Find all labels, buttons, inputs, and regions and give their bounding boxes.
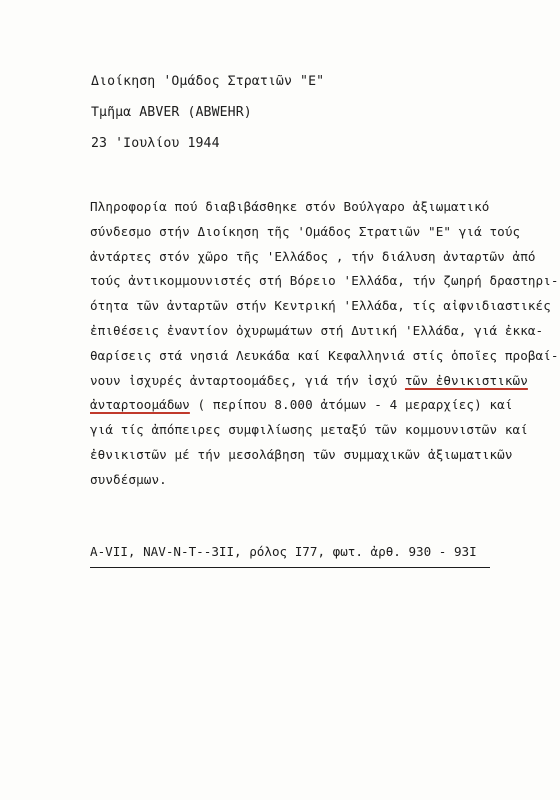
body-line: γιά τίς ἀπόπειρες συμφιλίωσης μεταξύ τῶν κομμουνιστῶν καί bbox=[90, 422, 528, 438]
body-line bbox=[90, 393, 530, 418]
body-line: ότητα τῶν ἀνταρτῶν στήν Κεντρική 'Ελλάδα, τίς αἰφνιδιαστικές bbox=[90, 298, 551, 314]
body-line bbox=[90, 369, 530, 394]
document-body bbox=[90, 195, 559, 493]
body-line: ἀντάρτες στόν χῶρο τῆς 'Ελλάδος , τήν διάλυση ἀνταρτῶν ἀπό bbox=[90, 248, 536, 264]
red-underlined-phrase: ἀνταρτοομάδων bbox=[90, 397, 190, 413]
body-line: συνδέσμων. bbox=[90, 471, 167, 487]
header-department-line: Τμῆμα ABVER (ABWEHR) bbox=[91, 105, 252, 120]
archive-reference bbox=[90, 540, 490, 568]
body-line: ἐθνικιστῶν μέ τήν μεσολάβηση τῶν συμμαχικῶν ἀξιωματικῶν bbox=[90, 446, 513, 462]
body-line: θαρίσεις στά νησιά Λευκάδα καί Κεφαλληνιά στίς ὁποῖες προβαί- bbox=[90, 347, 559, 363]
body-line: σύνδεσμο στήν Διοίκηση τῆς 'Ομάδος Στρατιῶν "Ε" γιά τούς bbox=[90, 223, 521, 239]
red-underlined-phrase: τῶν ἐθνικιστικῶν bbox=[404, 372, 528, 388]
header-date-line: 23 'Ιουλίου 1944 bbox=[91, 136, 220, 151]
body-line: Πληροφορία πού διαβιβάσθηκε στόν Βούλγαρο ἀξιωματικό bbox=[90, 199, 490, 214]
body-line: ἐπιθέσεις ἐναντίον ὀχυρωμάτων στή Δυτική 'Ελλάδα, γιά ἐκκα- bbox=[90, 322, 544, 338]
body-text-segment: ( περίπου 8.000 ἀτόμων - 4 μεραρχίες) καί bbox=[189, 397, 513, 413]
header-command-line: Διοίκηση 'Ομάδος Στρατιῶν "Ε" bbox=[91, 74, 325, 89]
body-line: τούς ἀντικομμουνιστές στή Βόρειο 'Ελλάδα, τήν ζωηρή δραστηρι- bbox=[90, 273, 559, 289]
document-header bbox=[91, 66, 511, 159]
archive-reference-text: A-VII, NAV-N-T--3II, ρόλος I77, φωτ. ἀρθ. 930 - 93I bbox=[90, 544, 477, 559]
body-text-segment: νουν ἰσχυρές ἀνταρτοομάδες, γιά τήν ἰσχύ bbox=[90, 372, 405, 388]
